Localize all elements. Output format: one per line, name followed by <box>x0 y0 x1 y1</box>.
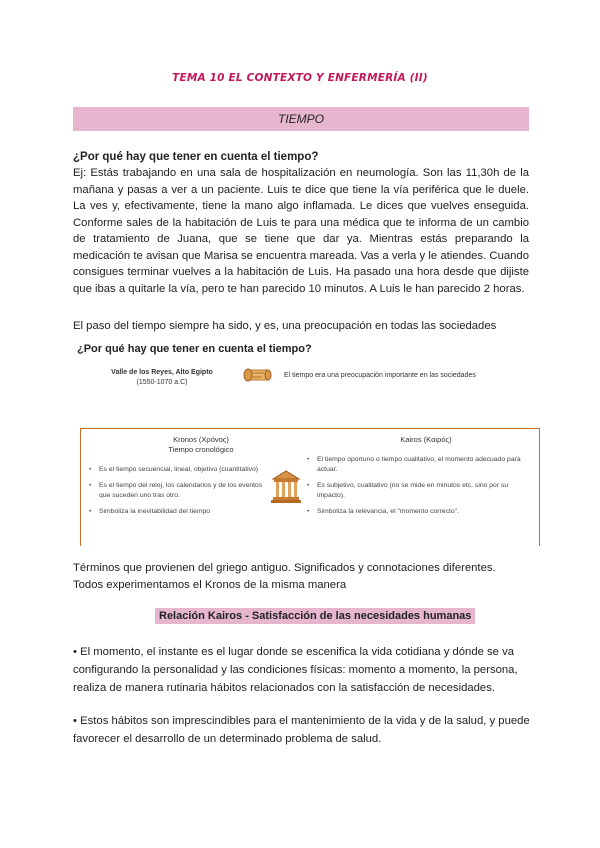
concern-text: El tiempo era una preocupación importante en las sociedades <box>284 372 476 379</box>
papyrus-scroll-icon <box>242 364 274 386</box>
terms-line-1: Términos que provienen del griego antiguo. Significados y connotaciones diferentes. <box>73 562 496 574</box>
terms-line-2: Todos experimentamos el Kronos de la misma manera <box>73 578 347 591</box>
kronos-subheading: Tiempo cronológico <box>168 445 234 454</box>
document-title: TEMA 10 EL CONTEXTO Y ENFERMERÍA (II) <box>172 72 428 84</box>
terms-paragraph <box>73 560 533 593</box>
kronos-item: • Simboliza la inevitabilidad del tiempo <box>89 507 264 517</box>
kronos-list <box>89 465 264 523</box>
greek-temple-icon <box>271 469 301 503</box>
kronos-header <box>141 435 261 455</box>
valle-caption <box>96 368 228 388</box>
kairos-item: • Simboliza la relevancia, el "momento correcto". <box>307 507 535 517</box>
time-concern-text: El paso del tiempo siempre ha sido, y es, una preocupación en todas las sociedades <box>73 320 497 332</box>
bullet-paragraph-1: • El momento, el instante es el lugar donde se escenifica la vida cotidiana y dónde se va configurando la personalidad y las condiciones físicas: momento a momento, la persona, realiza de manera rutinaria hábitos relacionados con la satisfacción de necesidades. <box>73 646 518 694</box>
figure-question: ¿Por qué hay que tener en cuenta el tiempo? <box>77 343 312 355</box>
kairos-item: • Es subjetivo, cualitativo (no se mide en minutos etc. sino por su impacto). <box>307 481 535 501</box>
kairos-item: • El tiempo oportuno o tiempo cualitativo, el momento adecuado para actuar. <box>307 455 535 475</box>
question-heading: ¿Por qué hay que tener en cuenta el tiempo? <box>73 151 319 163</box>
valle-dates: (1550-1070 a.C) <box>136 379 188 386</box>
bullet-paragraph-2: • Estos hábitos son imprescindibles para el mantenimiento de la vida y de la salud, y puede favorecer el desarrollo de un determinado problema de salud. <box>73 715 530 745</box>
section-heading: TIEMPO <box>277 112 324 126</box>
kronos-heading: Kronos (Χρόνος) <box>173 435 229 444</box>
kronos-item: • Es el tiempo secuencial, lineal, objetivo (cuantitativo) <box>89 465 264 475</box>
kairos-list <box>307 455 535 523</box>
kronos-item: • Es el tiempo del reloj, los calendarios y de los eventos que suceden uno tras otro. <box>89 481 264 501</box>
kronos-kairos-box <box>80 428 540 546</box>
valle-title: Valle de los Reyes, Alto Egipto <box>111 369 213 376</box>
relation-heading: Relación Kairos - Satisfacción de las necesidades humanas <box>155 608 475 624</box>
example-paragraph: Ej: Estás trabajando en una sala de hospitalización en neumología. Son las 11,30h de la mañana y pasas a ver a un paciente. Luis te dice que tiene la vía periférica que le duele. La ves y, efectivamente, tiene la mano algo inflamada. Le dices que vuelves enseguida. Conforme sales de la habitación de Luis te para una médica que te informa de un cambio de tratamiento de Juana, que se tiene que dar ya. Mientras estás preparando la medicación te avisan que Marisa se encuentra mareada. Vas a verla y le atiendes. Cuando consigues terminar vuelves a la habitación de Luis. Ha pasado una hora desde que dijiste que ibas a quitarle la vía, pero te han parecido 10 minutos. A Luis le han parecido 2 horas. <box>73 167 529 295</box>
kairos-heading: Kairos (Καιρός) <box>400 435 452 444</box>
section-heading-band <box>73 107 529 131</box>
